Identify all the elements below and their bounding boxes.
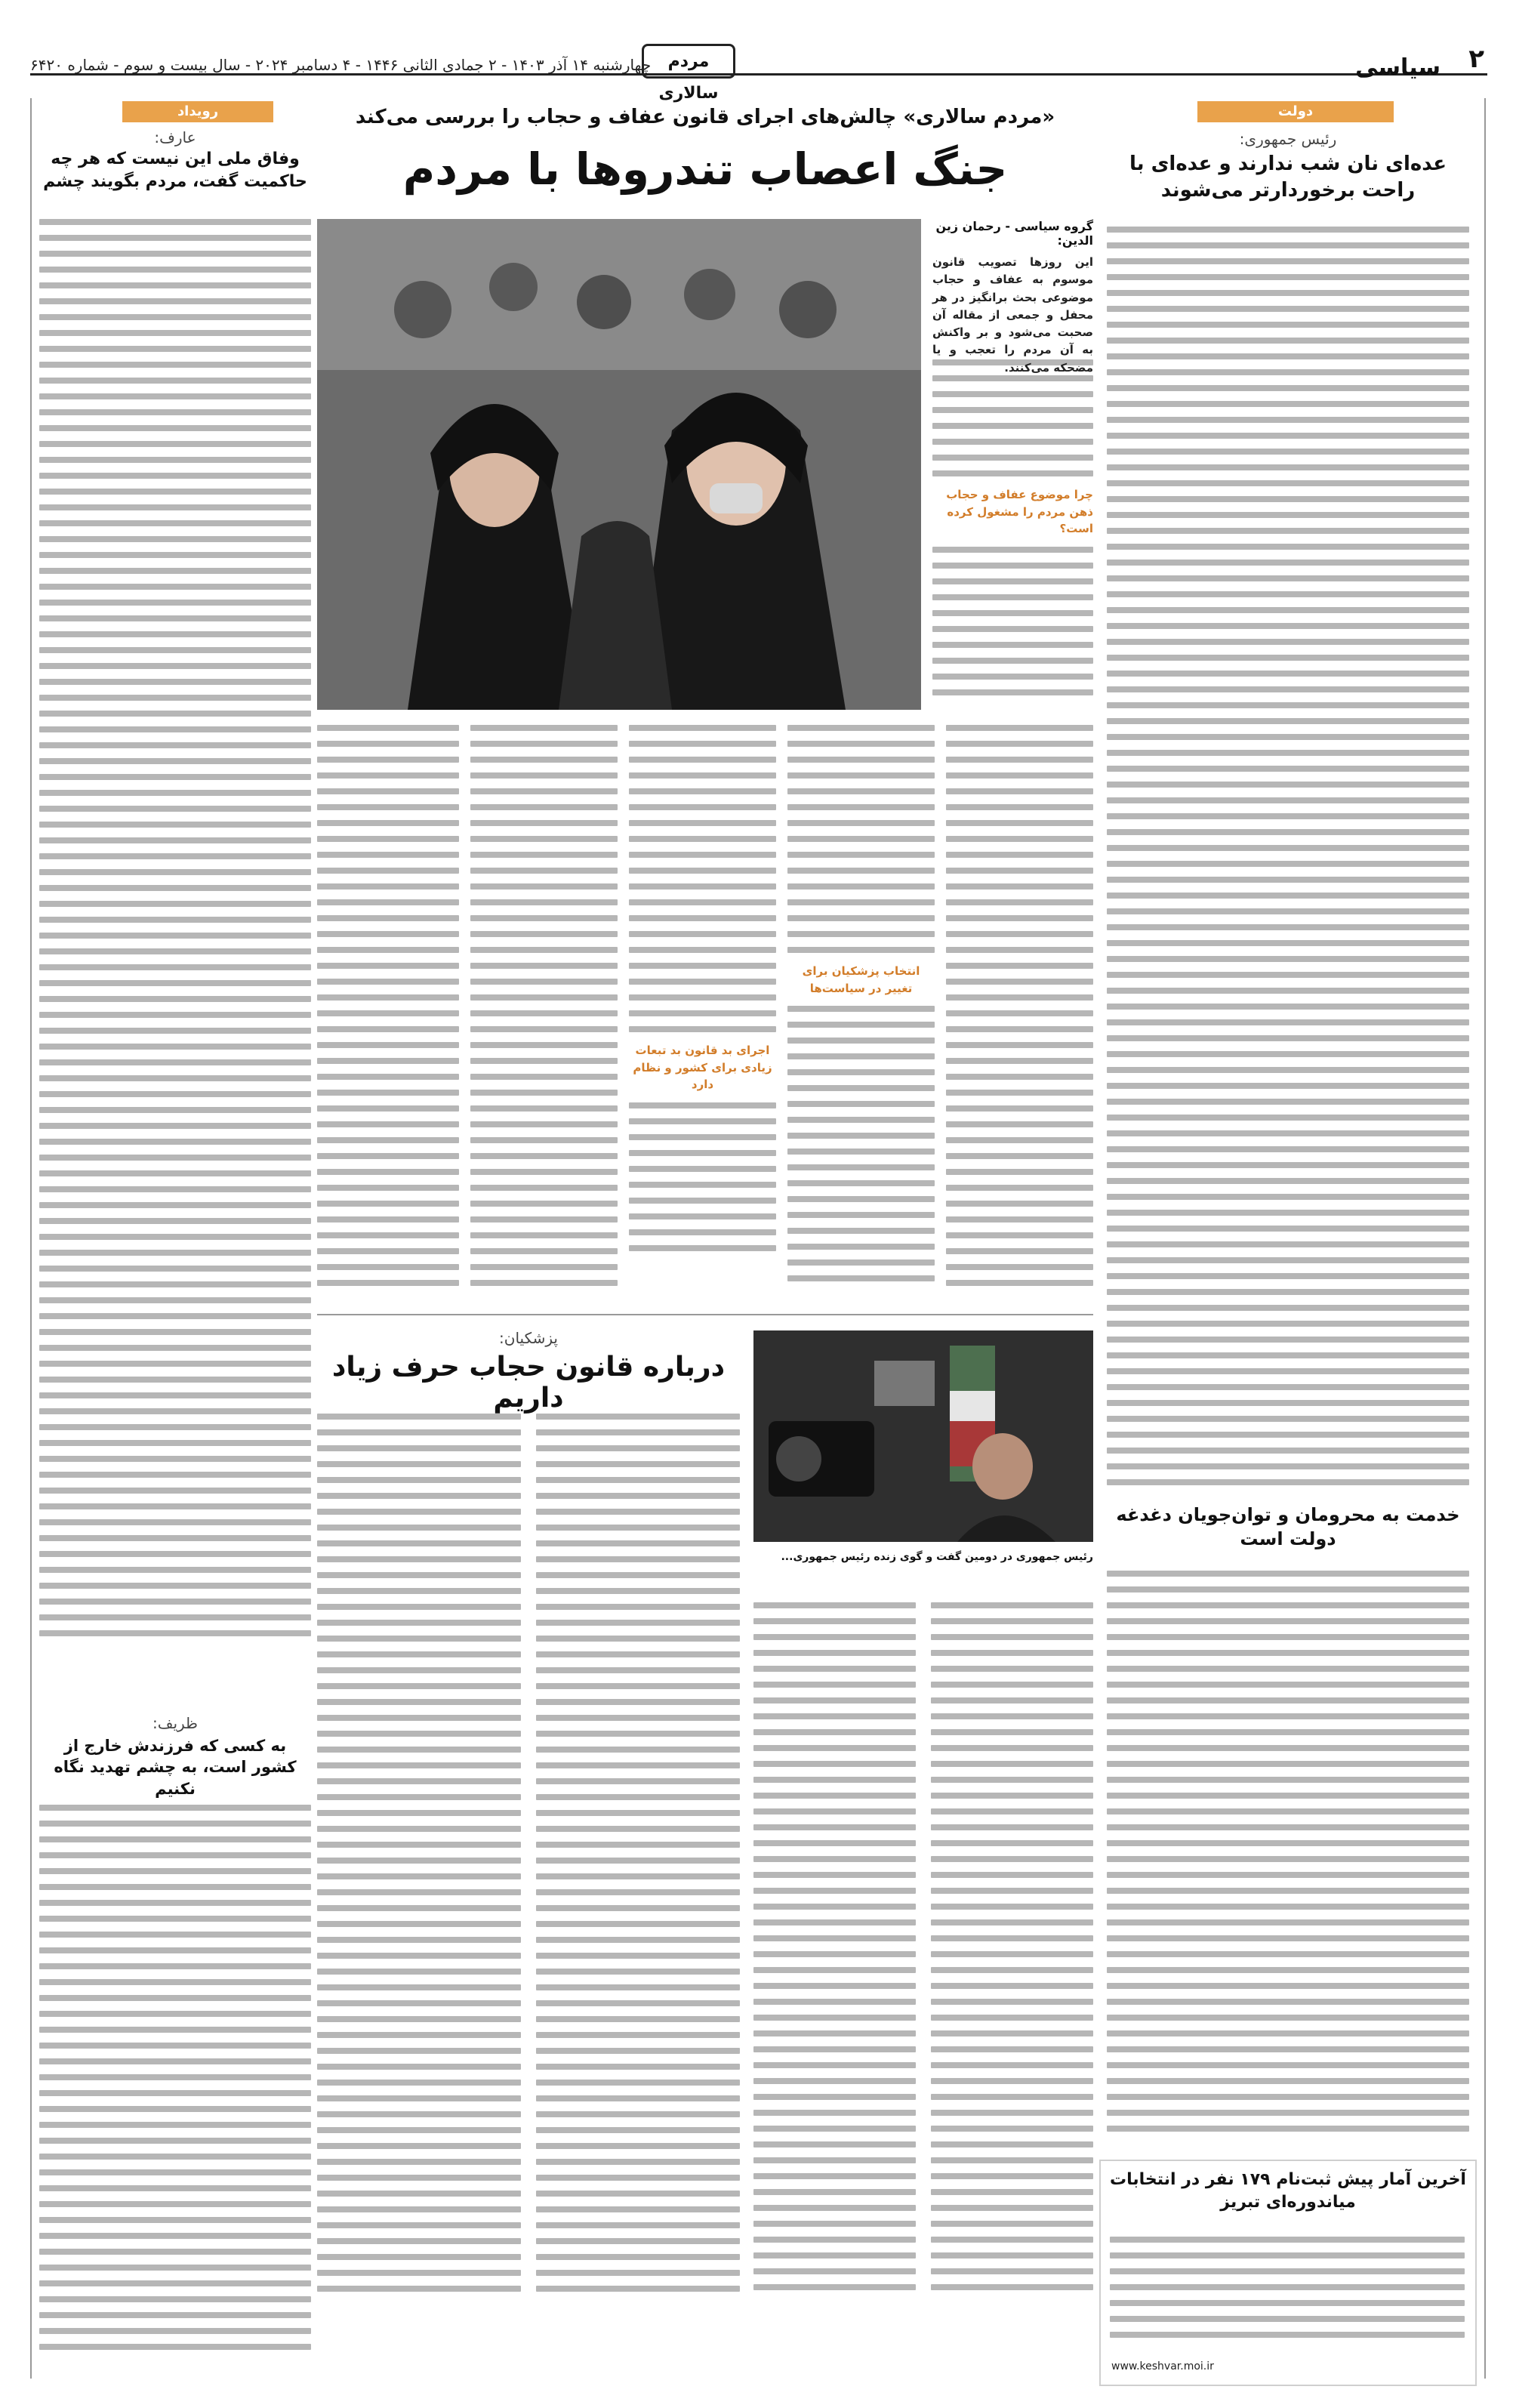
secondary-body-col-1	[536, 1414, 740, 2357]
secondary-headline: درباره قانون حجاب حرف زیاد داریم	[331, 1352, 726, 1414]
secondary-body-right	[753, 1602, 1093, 2357]
lead-kicker: «مردم سالاری» چالش‌های اجرای قانون عفاف و حجاب را بررسی می‌کند	[355, 106, 1055, 128]
newspaper-logo: مردم سالاری	[642, 44, 735, 79]
lead-byline: گروه سیاسی - رحمان زین الدین:	[935, 219, 1093, 248]
lead-photo	[317, 219, 921, 710]
lead-subhead-c: اجرای بد قانون بد تبعات زیادی برای کشور و نظام دارد	[633, 1044, 772, 1091]
right-sub2-link[interactable]: www.keshvar.moi.ir	[1111, 2360, 1214, 2373]
left-article-2-body	[39, 1805, 311, 2363]
secondary-photo	[753, 1330, 1093, 1542]
right-sub2-box	[1099, 2160, 1477, 2386]
page-number: ۲	[1468, 44, 1484, 74]
lead-body-col-1	[946, 725, 1093, 1299]
right-article-body	[1107, 227, 1469, 1465]
section-title: سیاسی	[1355, 54, 1441, 81]
secondary-body-col-3	[931, 1602, 1093, 2357]
right-column	[1093, 98, 1486, 2379]
right-kicker: رئیس جمهوری:	[1239, 130, 1337, 148]
right-sub2-body	[1110, 2237, 1465, 2350]
lead-intro: این روزها تصویب قانون موسوم به عفاف و حجاب موضوعی بحث برانگیز در هر محفل و جمعی از مقاله آن صحبت می‌شود و بر واکنش به آن مردم را تعجب و یا مضحکه می‌کنند.	[932, 255, 1093, 375]
lead-body-col-5	[317, 725, 459, 1299]
left-column	[30, 98, 317, 2379]
left-article-1-body	[39, 219, 311, 1699]
interview-photo-illustration	[753, 1330, 1093, 1542]
left-headline-2: به کسی که فرزندش خارج از کشور است، به چشم تهدید نگاه نکنیم	[54, 1737, 297, 1798]
left-column-tag: رویداد	[122, 101, 273, 122]
right-sub1-body	[1107, 1571, 1469, 2144]
secondary-story	[317, 1314, 1093, 2379]
lead-story	[317, 98, 1093, 1306]
right-headline: عده‌ای نان شب ندارند و عده‌ای با راحت برخوردارتر می‌شوند	[1129, 153, 1447, 202]
lead-body-col-2	[787, 725, 935, 1299]
lead-subhead-b: انتخاب پزشکیان برای تغییر در سیاست‌ها	[802, 964, 920, 995]
secondary-body-col-4	[753, 1602, 916, 2357]
lead-body-col-3	[629, 725, 776, 1299]
right-column-tag: دولت	[1197, 101, 1394, 122]
crowd-photo-illustration	[317, 219, 921, 710]
lead-intro-column	[932, 219, 1093, 710]
left-kicker-2: ظریف:	[153, 1714, 198, 1732]
dateline: چهارشنبه ۱۴ آذر ۱۴۰۳ - ۲ جمادی الثانی ۱۴۴۶ - ۴ دسامبر ۲۰۲۴ - سال بیست و سوم - شماره ۶۴۲۰	[30, 56, 652, 74]
secondary-body-left	[317, 1414, 740, 2357]
left-headline-1: وفاق ملی این نیست که هر چه حاکمیت گفت، مردم بگویند چشم	[43, 150, 307, 191]
lead-headline: جنگ اعصاب تندروها با مردم	[402, 143, 1008, 195]
secondary-photo-caption: رئیس جمهوری در دومین گفت و گوی زنده رئیس جمهوری...	[781, 1551, 1093, 1563]
left-kicker-1: عارف:	[154, 128, 196, 146]
secondary-kicker: پزشکیان:	[499, 1329, 558, 1347]
secondary-body-col-2	[317, 1414, 521, 2357]
lead-body-columns	[317, 725, 1093, 1299]
right-subheadline-2: آخرین آمار پیش ثبت‌نام ۱۷۹ نفر در انتخابات میاندوره‌ای تبریز	[1110, 2170, 1466, 2212]
lead-subhead-a: چرا موضوع عفاف و حجاب ذهن مردم را مشغول کرده است؟	[946, 488, 1093, 535]
lead-body-col-4	[470, 725, 618, 1299]
right-subheadline-1: خدمت به محرومان و توان‌جویان دغدغه دولت است	[1116, 1504, 1460, 1550]
